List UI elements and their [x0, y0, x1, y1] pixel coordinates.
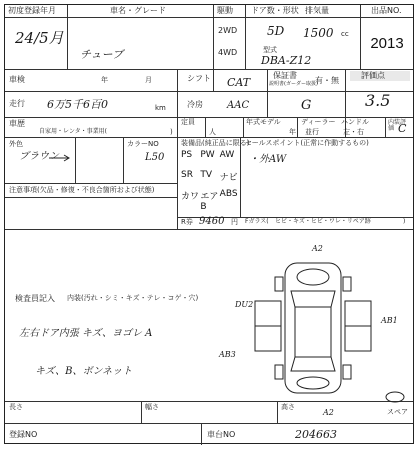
- spare-tire-icon: [385, 391, 407, 407]
- door-label: ドア数・形状: [251, 6, 299, 15]
- rating-label: 評価点: [361, 71, 385, 80]
- shaken-year-unit: 年: [101, 76, 108, 84]
- chassis-no-value: 204663: [295, 428, 337, 441]
- glass-items: ヒビ・キズ・ヒビ・ワレ・リペア跡: [275, 218, 371, 225]
- equip-pw: PW: [200, 150, 215, 160]
- equip-sr: SR: [181, 169, 193, 180]
- glass-close: ): [403, 218, 406, 225]
- car-damage-diagram: [251, 253, 375, 403]
- capacity-label: 定員: [181, 118, 195, 126]
- width-label: 幅さ: [145, 403, 159, 411]
- dealer-label: ディーラー: [301, 118, 336, 126]
- history-close: ): [170, 128, 173, 136]
- sales-point-value: ・外AW: [249, 154, 287, 165]
- interior-rating-value: C: [398, 122, 407, 135]
- inspector-note-1: 左右ドア内張 キズ、ヨゴレ A: [19, 328, 153, 339]
- shaken-month-unit: 月: [145, 76, 152, 84]
- equip-airbag: エアB: [200, 192, 219, 212]
- drive-4wd-label: 4WD: [218, 48, 238, 57]
- inspector-label: 検査員記入: [15, 294, 55, 303]
- sales-point-label: セールスポイント(正常に作動するもの): [245, 139, 369, 147]
- drive-label: 駆動: [217, 6, 233, 15]
- equip-aw: AW: [219, 150, 235, 160]
- mark-ab3: AB3: [219, 350, 236, 359]
- warranty-sublabel: 説明書(ガーダー取扱): [269, 81, 318, 87]
- door-value: 5D: [267, 24, 285, 38]
- displacement-label: 排気量: [305, 6, 329, 15]
- mark-du2: DU2: [235, 300, 254, 309]
- mileage-value: 6万5千6百0: [47, 98, 108, 111]
- mark-ab1: AB1: [381, 316, 398, 325]
- exterior-color-value: ブラウン: [19, 151, 59, 162]
- mileage-label: 走行: [9, 99, 25, 108]
- registration-no-label: 登録NO: [9, 430, 38, 439]
- interior-rating-label: 内装評価: [388, 119, 407, 132]
- displacement-value: 1500: [303, 26, 334, 40]
- ac-label: 冷房: [187, 100, 203, 109]
- drive-2wd-label: 2WD: [218, 26, 238, 35]
- shaken-label: 車検: [9, 75, 25, 84]
- model-year-label: 年式モデル: [246, 118, 281, 126]
- recycle-label: R券: [181, 218, 193, 226]
- exterior-color-label: 外色: [9, 140, 23, 148]
- handle-value: 左・右: [343, 128, 364, 136]
- model-year-unit: 年: [289, 128, 296, 136]
- auction-inspection-sheet: [4, 4, 414, 444]
- handle-label: ハンドル: [341, 118, 369, 126]
- car-name-value: チューブ: [80, 48, 124, 61]
- warranty-value: 有・無: [315, 76, 339, 85]
- recycle-unit: 円: [231, 218, 238, 226]
- length-label: 長さ: [9, 403, 23, 411]
- glass-label: Fガラス(: [245, 218, 269, 225]
- dealer-sublabel: 並行: [305, 128, 319, 136]
- inspector-note-2: キズ、B、ボンネット: [35, 366, 133, 377]
- mark-a2-bottom: A2: [323, 408, 334, 417]
- history-sublabel: 自家用・レンタ・事業用(: [39, 128, 107, 135]
- equipment-label: 装備品(純正品に限る): [181, 139, 250, 147]
- model-value: DBA-Z12: [261, 54, 312, 67]
- exhibit-no-label: 出品NO.: [371, 6, 402, 15]
- mileage-unit: km: [155, 104, 166, 112]
- shift-label: シフト: [187, 74, 211, 83]
- notes-label: 注意事項(欠品・修復・不良合箇所および状態): [9, 186, 155, 194]
- cc-unit: cc: [341, 30, 349, 38]
- height-label: 高さ: [281, 403, 295, 411]
- color-grade-value: G: [301, 98, 312, 113]
- equip-ps: PS: [181, 150, 193, 160]
- equip-leather: カワ: [181, 192, 200, 202]
- color-no-label: カラーNO: [127, 140, 159, 148]
- first-registration-label: 初度登録年月: [8, 6, 56, 15]
- model-label: 型式: [263, 46, 277, 54]
- color-no-value: L50: [145, 152, 165, 163]
- arrow-icon: [49, 155, 73, 161]
- equipment-grid: [181, 150, 239, 212]
- interior-defect-tags: 内装(汚れ・シミ・キズ・テレ・コゲ・穴): [67, 294, 199, 302]
- spare-label: スペア: [387, 408, 408, 416]
- registration-value: 24/5月: [15, 29, 64, 47]
- warranty-label: 保証書: [273, 71, 297, 80]
- equip-abs: ABS: [219, 189, 238, 199]
- name-grade-label: 車名・グレード: [110, 6, 166, 15]
- equip-tv: TV: [200, 169, 212, 180]
- exhibit-no-value: 2013: [370, 34, 404, 52]
- recycle-value: 9460: [199, 216, 225, 227]
- chassis-no-label: 車台NO: [207, 430, 236, 439]
- equip-navi: ナビ: [219, 172, 238, 183]
- shift-value: CAT: [227, 76, 251, 89]
- history-label: 車歴: [9, 119, 25, 128]
- ac-value: AAC: [227, 100, 250, 111]
- rating-value: 3.5: [365, 91, 391, 110]
- mark-a2-top: A2: [312, 244, 323, 253]
- capacity-unit: 人: [209, 128, 216, 136]
